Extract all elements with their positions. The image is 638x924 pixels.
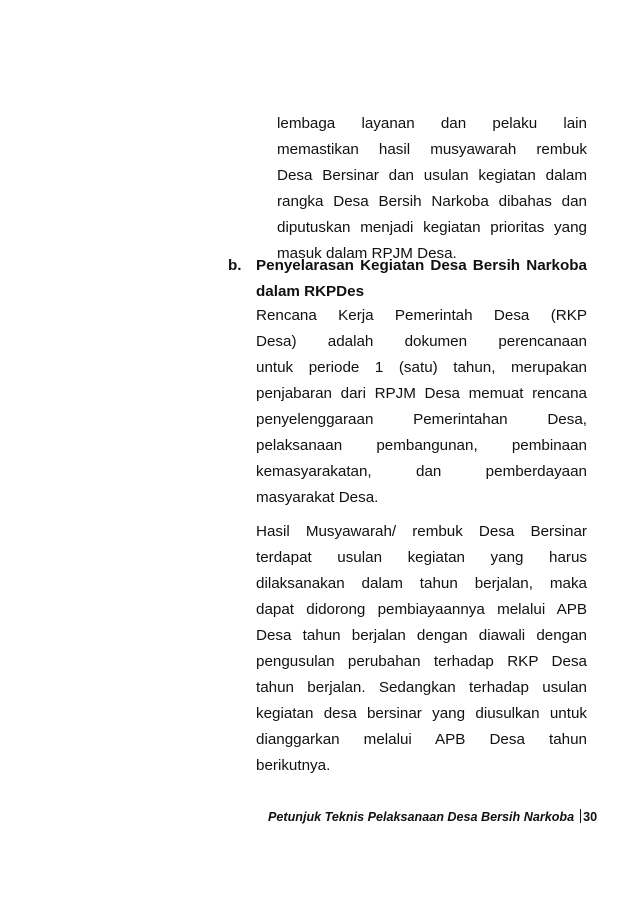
- text-line: Desa) adalah dokumen perencanaan: [256, 333, 587, 350]
- page-footer: [268, 808, 597, 826]
- text-line: kemasyarakatan, dan pemberdayaan: [256, 463, 587, 480]
- text-line: pelaksanaan pembangunan, pembinaan: [256, 437, 587, 454]
- text-line: memastikan hasil musyawarah rembuk: [277, 141, 587, 158]
- text-line: dapat didorong pembiayaannya melalui APB: [256, 601, 587, 618]
- text-line: Hasil Musyawarah/ rembuk Desa Bersinar: [256, 523, 587, 540]
- text-line: pengusulan perubahan terhadap RKP Desa: [256, 653, 587, 670]
- text-line: Rencana Kerja Pemerintah Desa (RKP: [256, 307, 587, 324]
- text-line: berikutnya.: [256, 757, 331, 774]
- text-line: tahun berjalan. Sedangkan terhadap usulan: [256, 679, 587, 696]
- text-line: masuk dalam RPJM Desa.: [277, 245, 457, 262]
- text-line: penjabaran dari RPJM Desa memuat rencana: [256, 385, 587, 402]
- text-line: terdapat usulan kegiatan yang harus: [256, 549, 587, 566]
- paragraph-hasil-musyawarah: [256, 522, 587, 774]
- page-number: 30: [583, 810, 598, 824]
- text-line: untuk periode 1 (satu) tahun, merupakan: [256, 359, 587, 376]
- text-line: dianggarkan melalui APB Desa tahun: [256, 731, 587, 748]
- section-heading: [256, 256, 587, 306]
- heading-line: Penyelarasan Kegiatan Desa Bersih Narkoba: [256, 257, 587, 274]
- text-line: dilaksanakan dalam tahun berjalan, maka: [256, 575, 587, 592]
- text-line: Desa Bersinar dan usulan kegiatan dalam: [277, 167, 587, 184]
- text-line: diputuskan menjadi kegiatan prioritas yang: [277, 219, 587, 236]
- text-line: kegiatan desa bersinar yang diusulkan untuk: [256, 705, 587, 722]
- text-line: Desa tahun berjalan dengan diawali dengan: [256, 627, 587, 644]
- paragraph-rkp-desa: [256, 306, 587, 506]
- list-marker: b.: [228, 257, 242, 274]
- text-line: lembaga layanan dan pelaku lain: [277, 115, 587, 132]
- footer-divider: [580, 809, 581, 823]
- text-line: penyelenggaraan Pemerintahan Desa,: [256, 411, 587, 428]
- text-line: masyarakat Desa.: [256, 489, 379, 506]
- heading-line: dalam RKPDes: [256, 283, 365, 300]
- text-line: rangka Desa Bersih Narkoba dibahas dan: [277, 193, 587, 210]
- continuation-paragraph: [277, 114, 587, 262]
- footer-title: Petunjuk Teknis Pelaksanaan Desa Bersih Narkoba: [268, 810, 575, 824]
